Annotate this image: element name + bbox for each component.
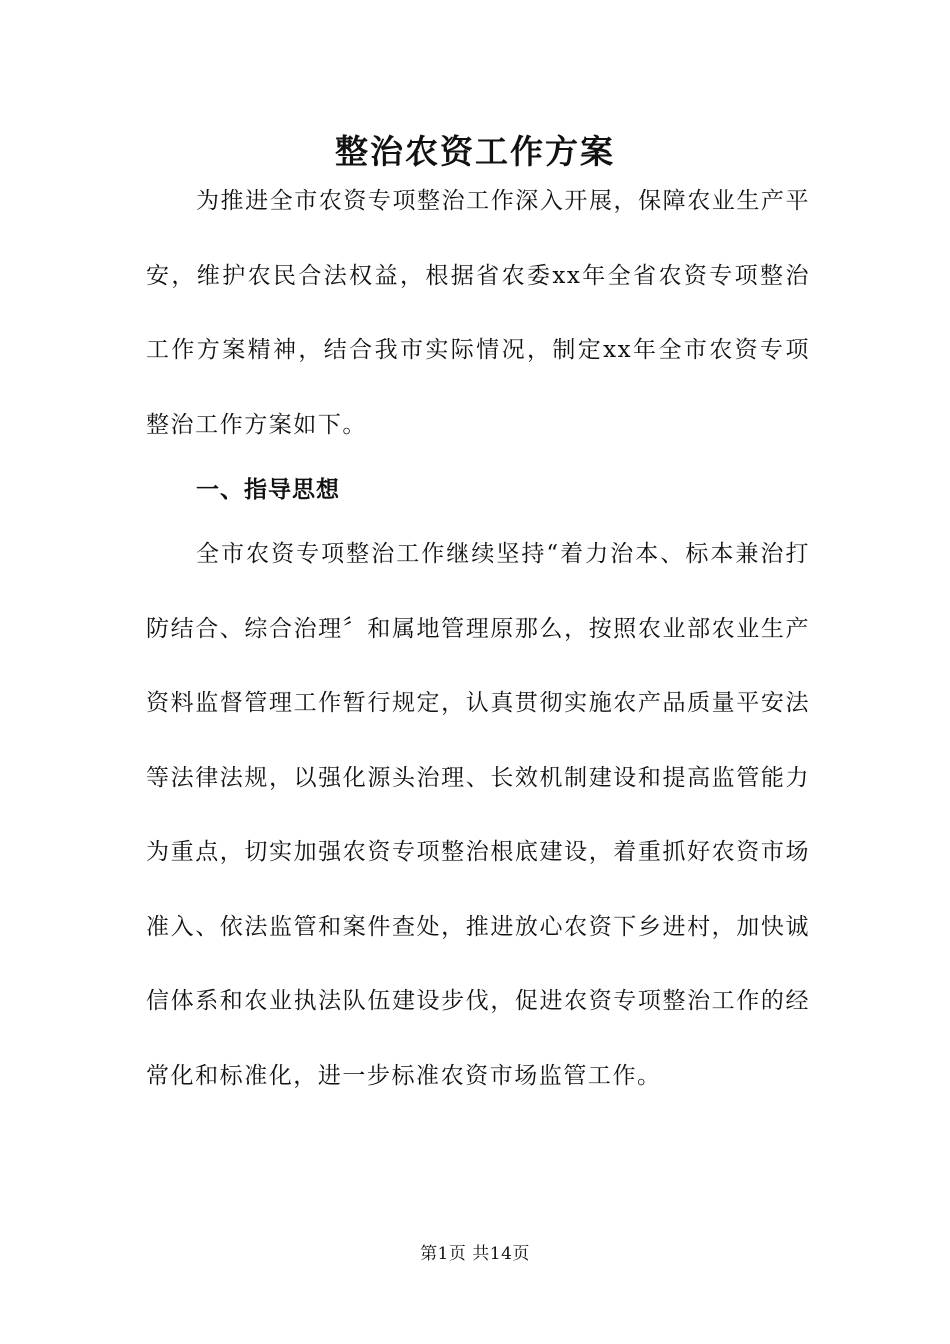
guiding-ideology-paragraph: 全市农资专项整治工作继续坚持“着力治本、标本兼治打防结合、综合治理〞和属地管理原那么，按照农业部农业生产资料监督管理工作暂行规定，认真贯彻实施农产品质量平安法等法律法规，以强化源头治理、长效机制建设和提高监管能力为重点，切实加强农资专项整治根底建设，着重抓好农资市场准入、依法监管和案件查处，推进放心农资下乡进村，加快诚信体系和农业执法队伍建设步伐，促进农资专项整治工作的经常化和标准化，进一步标准农资市场监管工作。 (146, 541, 810, 1089)
section-heading-guiding-ideology: 一、指导思想 (196, 476, 340, 503)
page-title: 整治农资工作方案 (335, 132, 615, 171)
intro-paragraph: 为推进全市农资专项整治工作深入开展，保障农业生产平安，维护农民合法权益，根据省农委xx年全省农资专项整治工作方案精神，结合我市实际情况，制定xx年全市农资专项整治工作方案如下。 (146, 188, 810, 438)
page-number-footer: 第1页 共14页 (420, 1244, 530, 1264)
